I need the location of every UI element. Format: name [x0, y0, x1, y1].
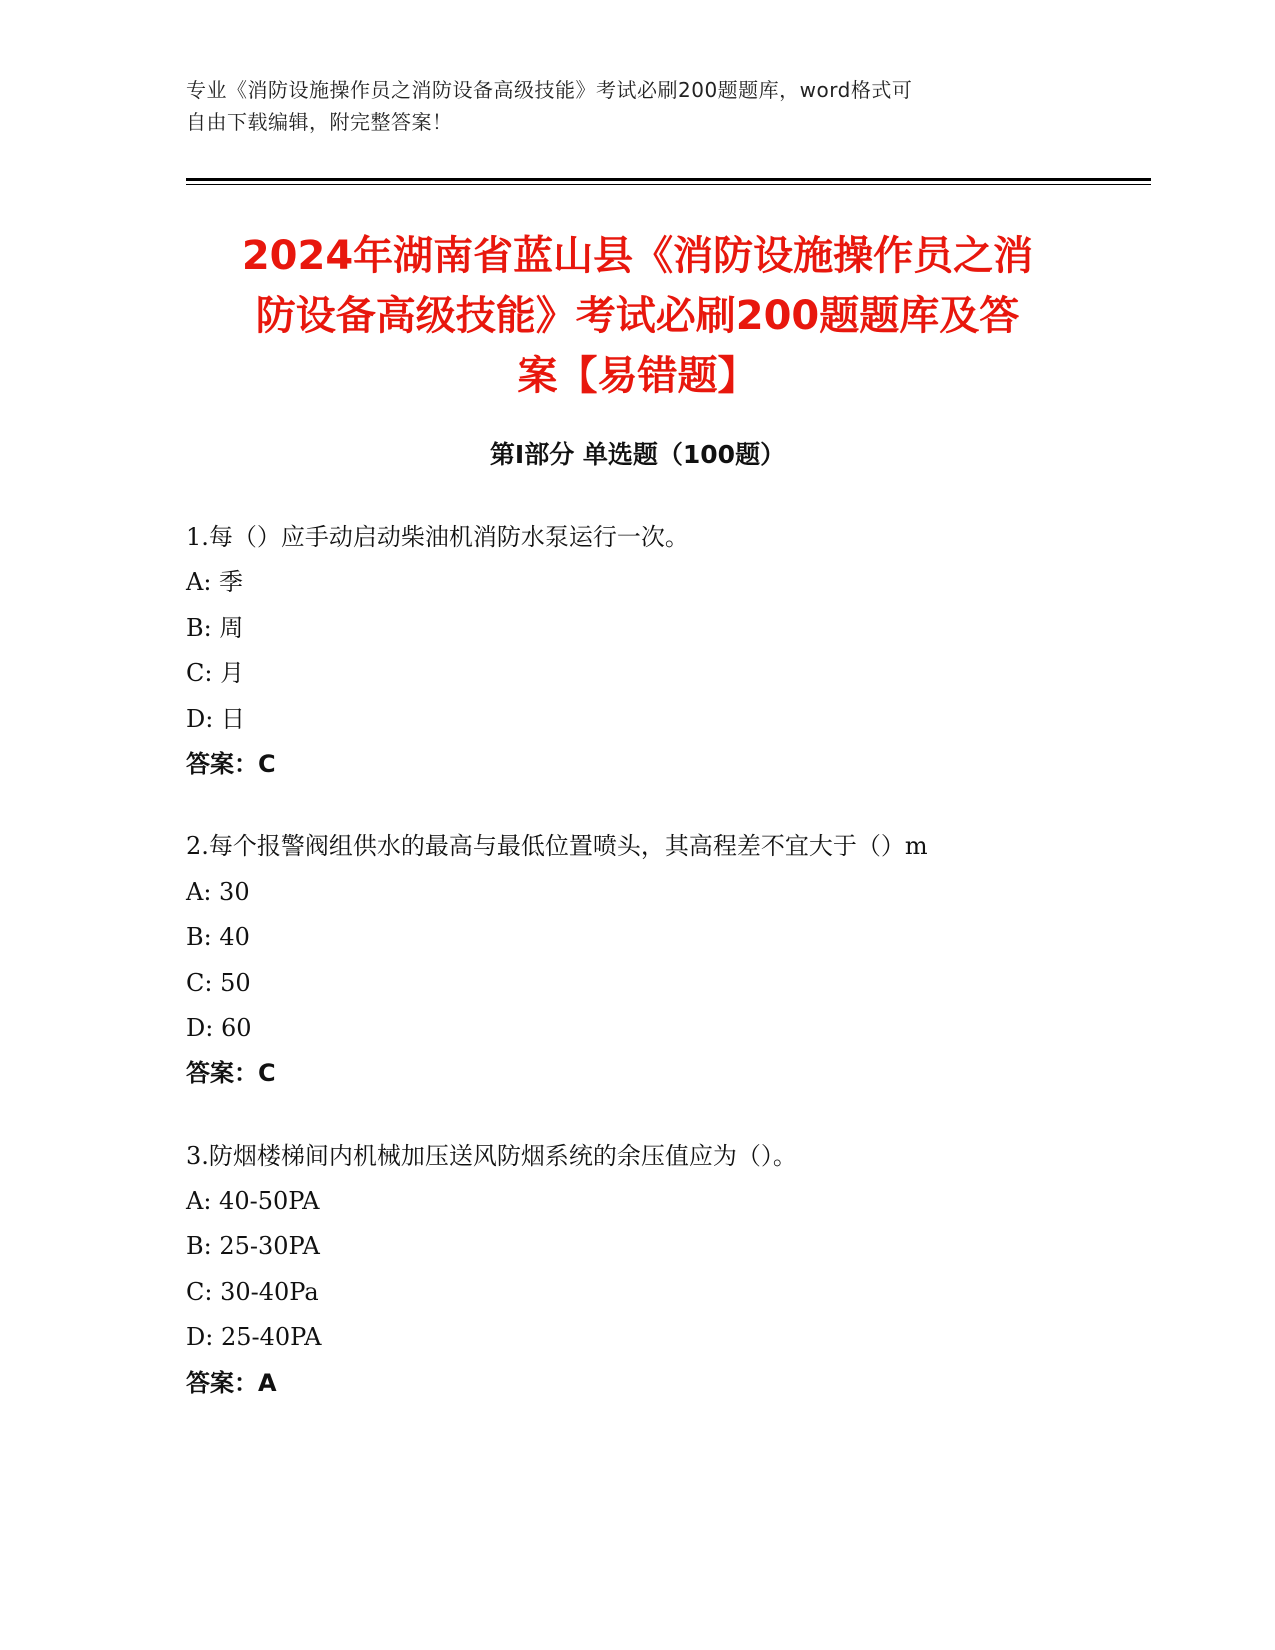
header-divider-thick	[186, 178, 1151, 181]
question-stem: 1.每（）应手动启动柴油机消防水泵运行一次。	[186, 523, 689, 551]
document-title-line-2: 防设备高级技能》考试必刷200题题库及答	[255, 293, 1020, 339]
header-note	[186, 74, 1086, 138]
option-b: B: 40	[186, 923, 250, 952]
header-note-line-2: 自由下载编辑，附完整答案！	[186, 110, 453, 134]
document-title	[150, 226, 1125, 406]
option-c: C: 50	[186, 968, 251, 997]
question-list	[186, 515, 1146, 1443]
option-d: D: 日	[186, 704, 245, 733]
option-d: D: 25-40PA	[186, 1323, 322, 1352]
document-title-line-3: 案【易错题】	[517, 353, 758, 399]
option-a: A: 季	[186, 568, 244, 597]
option-c: C: 30-40Pa	[186, 1277, 319, 1306]
header-divider-thin	[186, 184, 1151, 185]
question-1	[186, 515, 1146, 787]
option-a: A: 30	[186, 877, 250, 906]
option-b: B: 周	[186, 613, 244, 642]
option-c: C: 月	[186, 659, 245, 688]
question-stem: 3.防烟楼梯间内机械加压送风防烟系统的余压值应为（）。	[186, 1141, 797, 1170]
option-b: B: 25-30PA	[186, 1232, 320, 1261]
option-a: A: 40-50PA	[186, 1187, 320, 1216]
question-2	[186, 824, 1146, 1096]
section-heading: 第I部分 单选题（100题）	[489, 440, 786, 469]
header-note-line-1: 专业《消防设施操作员之消防设备高级技能》考试必刷200题题库，word格式可	[186, 78, 913, 102]
question-stem: 2.每个报警阀组供水的最高与最低位置喷头，其高程差不宜大于（）m	[186, 832, 928, 861]
option-d: D: 60	[186, 1013, 252, 1042]
question-3	[186, 1134, 1146, 1406]
document-title-line-1: 2024年湖南省蓝山县《消防设施操作员之消	[241, 233, 1034, 279]
answer-line: 答案：A	[186, 1368, 277, 1397]
answer-line: 答案：C	[186, 749, 276, 778]
answer-line: 答案：C	[186, 1059, 276, 1088]
